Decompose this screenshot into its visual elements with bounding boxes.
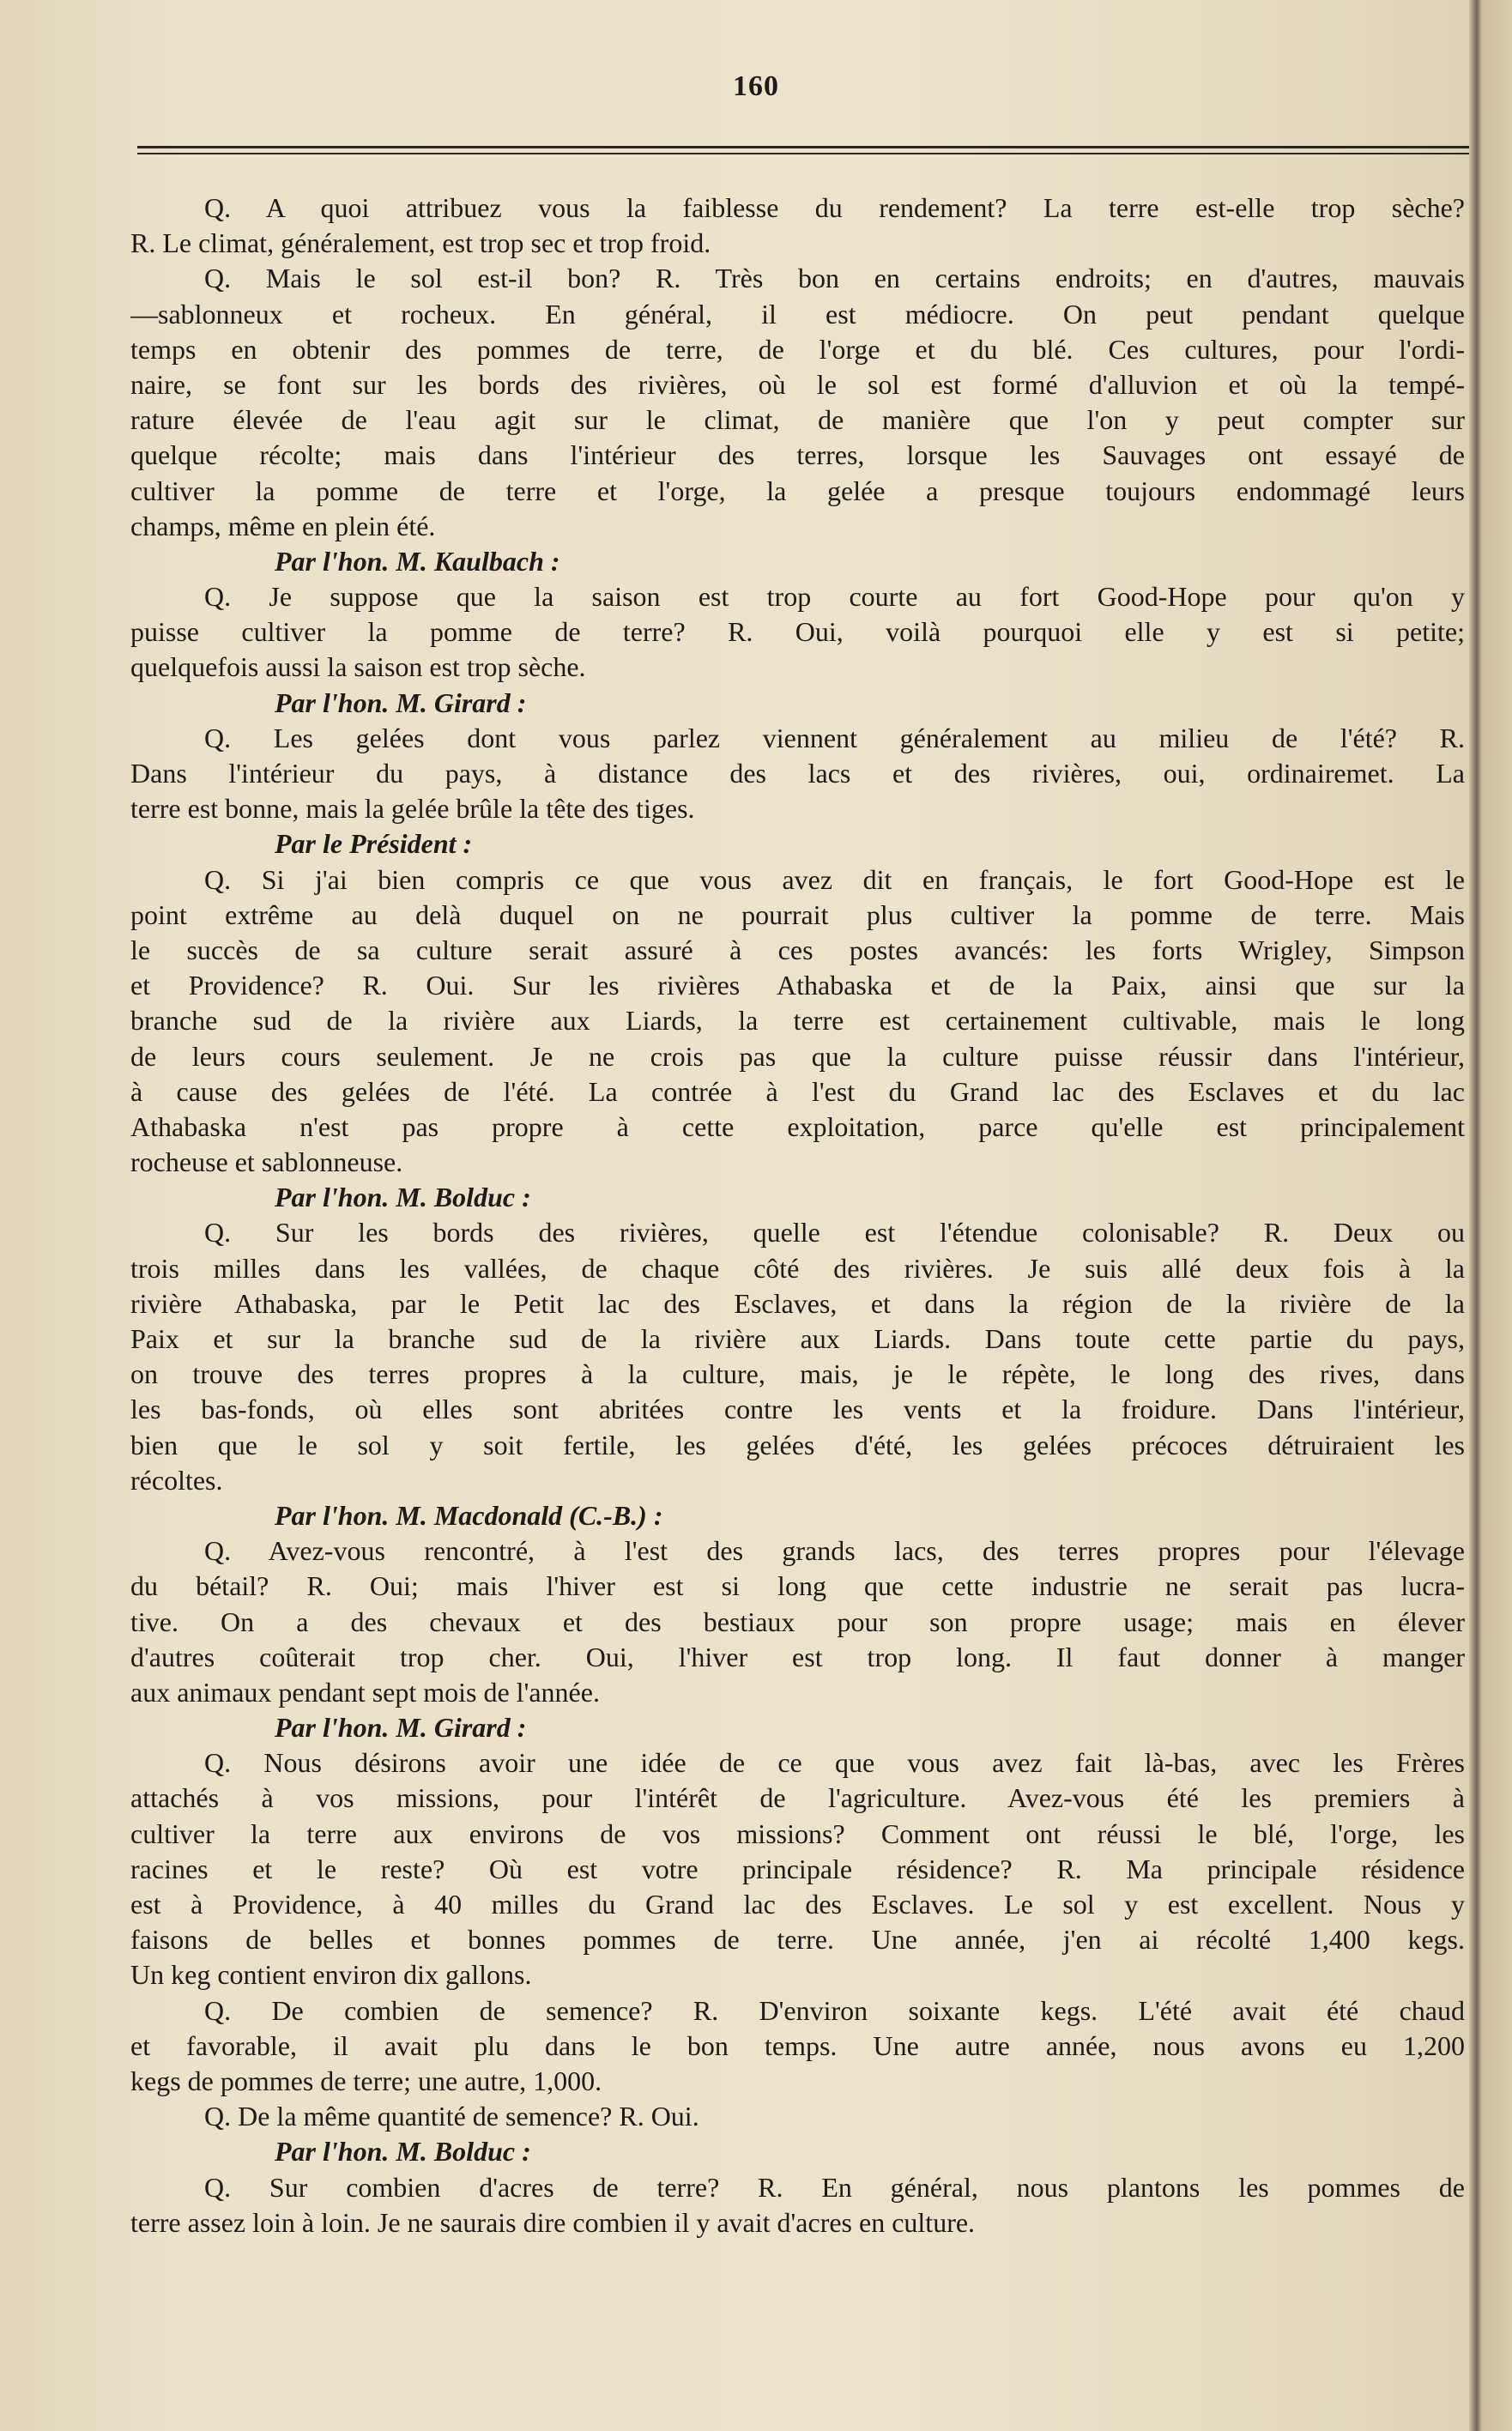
text-line: Paix et sur la branche sud de la rivière aux Liards. Dans toute cette partie du pays,: [130, 1323, 1465, 1354]
text-line: aux animaux pendant sept mois de l'année.: [130, 1676, 600, 1708]
speaker-heading: Par l'hon. M. Girard :: [275, 686, 527, 718]
text-line: d'autres coûterait trop cher. Oui, l'hiver est trop long. Il faut donner à manger: [130, 1641, 1465, 1672]
header-rule-bottom: [137, 153, 1469, 154]
speaker-heading: Par l'hon. M. Bolduc :: [275, 1182, 531, 1213]
text-line: Q. Les gelées dont vous parlez viennent généralement au milieu de l'été? R.: [204, 722, 1465, 753]
text-line: terre assez loin à loin. Je ne saurais dire combien il y avait d'acres en culture.: [130, 2206, 976, 2238]
text-line: et Providence? R. Oui. Sur les rivières Athabaska et de la Paix, ainsi que sur la: [130, 970, 1465, 1001]
text-line: quelque récolte; mais dans l'intérieur des terres, lorsque les Sauvages ont essayé de: [130, 439, 1465, 471]
text-line: récoltes.: [130, 1464, 223, 1496]
text-line: rature élevée de l'eau agit sur le climat, de manière que l'on y peut compter sur: [130, 404, 1465, 436]
text-line: Athabaska n'est pas propre à cette exploitation, parce qu'elle est principalement: [130, 1110, 1465, 1142]
text-line: rivière Athabaska, par le Petit lac des Esclaves, et dans la région de la rivière de la: [130, 1287, 1465, 1319]
text-line: Dans l'intérieur du pays, à distance des lacs et des rivières, oui, ordinairemet. La: [130, 758, 1465, 789]
text-line: à cause des gelées de l'été. La contrée à l'est du Grand lac des Esclaves et du lac: [130, 1075, 1465, 1107]
text-line: naire, se font sur les bords des rivières, où le sol est formé d'alluvion et où la tempé-: [130, 368, 1465, 400]
speaker-heading: Par l'hon. M. Bolduc :: [275, 2136, 531, 2168]
text-line: Q. Sur les bords des rivières, quelle est l'étendue colonisable? R. Deux ou: [204, 1217, 1465, 1249]
text-line: faisons de belles et bonnes pommes de terre. Une année, j'en ai récolté 1,400 kegs.: [130, 1924, 1465, 1956]
text-line: attachés à vos missions, pour l'intérêt de l'agriculture. Avez-vous été les premiers à: [130, 1782, 1465, 1814]
text-line: point extrême au delà duquel on ne pourrait plus cultiver la pomme de terre. Mais: [130, 898, 1465, 930]
text-line: temps en obtenir des pommes de terre, de l'orge et du blé. Ces cultures, pour l'ordi-: [130, 333, 1465, 365]
text-line: et favorable, il avait plu dans le bon temps. Une autre année, nous avons eu 1,200: [130, 2029, 1465, 2061]
speaker-heading: Par l'hon. M. Kaulbach :: [275, 545, 560, 577]
speaker-heading: Par l'hon. M. Girard :: [275, 1712, 527, 1744]
text-line: est à Providence, à 40 milles du Grand lac des Esclaves. Le sol y est excellent. Nous y: [130, 1889, 1465, 1920]
text-line: Q. De combien de semence? R. D'environ soixante kegs. L'été avait été chaud: [204, 1994, 1465, 2026]
text-line: R. Le climat, généralement, est trop sec et trop froid.: [130, 227, 711, 259]
text-line: Un keg contient environ dix gallons.: [130, 1959, 532, 1991]
text-line: cultiver la pomme de terre et l'orge, la gelée a presque toujours endommagé leurs: [130, 475, 1465, 506]
page-number: 160: [733, 70, 779, 102]
text-line: Q. De la même quantité de semence? R. Oui.: [204, 2101, 699, 2132]
text-line: le succès de sa culture serait assuré à ces postes avancés: les forts Wrigley, Simpson: [130, 934, 1465, 965]
text-line: cultiver la terre aux environs de vos missions? Comment ont réussi le blé, l'orge, les: [130, 1817, 1465, 1849]
speaker-heading: Par l'hon. M. Macdonald (C.-B.) :: [275, 1499, 663, 1531]
text-line: rocheuse et sablonneuse.: [130, 1146, 403, 1178]
text-line: du bétail? R. Oui; mais l'hiver est si long que cette industrie ne serait pas lucra-: [130, 1570, 1465, 1602]
text-line: tive. On a des chevaux et des bestiaux pour son propre usage; mais en élever: [130, 1606, 1465, 1637]
text-line: Q. Nous désirons avoir une idée de ce que vous avez fait là-bas, avec les Frères: [204, 1747, 1465, 1779]
text-line: trois milles dans les vallées, de chaque côté des rivières. Je suis allé deux fois à la: [130, 1252, 1465, 1284]
text-line: puisse cultiver la pomme de terre? R. Oui, voilà pourquoi elle y est si petite;: [130, 616, 1465, 648]
text-line: —sablonneux et rocheux. En général, il est médiocre. On peut pendant quelque: [130, 298, 1465, 330]
text-line: les bas-fonds, où elles sont abritées contre les vents et la froidure. Dans l'intérieur,: [130, 1394, 1465, 1425]
binding-edge: [1469, 0, 1512, 2431]
text-line: branche sud de la rivière aux Liards, la terre est certainement cultivable, mais le long: [130, 1005, 1465, 1037]
text-line: Q. Avez-vous rencontré, à l'est des grands lacs, des terres propres pour l'élevage: [204, 1535, 1465, 1567]
speaker-heading: Par le Président :: [275, 828, 473, 860]
text-line: kegs de pommes de terre; une autre, 1,000.: [130, 2065, 602, 2096]
text-line: racines et le reste? Où est votre principale résidence? R. Ma principale résidence: [130, 1853, 1465, 1884]
text-line: Q. Si j'ai bien compris ce que vous avez dit en français, le fort Good-Hope est le: [204, 863, 1465, 895]
text-line: champs, même en plein été.: [130, 510, 436, 541]
text-line: Q. A quoi attribuez vous la faiblesse du rendement? La terre est-elle trop sèche?: [204, 192, 1465, 223]
header-rule-top: [137, 146, 1469, 148]
text-line: Q. Mais le sol est-il bon? R. Très bon en certains endroits; en d'autres, mauvais: [204, 263, 1465, 294]
text-line: on trouve des terres propres à la culture, mais, je le répète, le long des rives, dans: [130, 1358, 1465, 1390]
text-line: Q. Sur combien d'acres de terre? R. En général, nous plantons les pommes de: [204, 2171, 1465, 2203]
text-line: Q. Je suppose que la saison est trop courte au fort Good-Hope pour qu'on y: [204, 581, 1465, 613]
text-line: terre est bonne, mais la gelée brûle la tête des tiges.: [130, 793, 695, 825]
text-line: quelquefois aussi la saison est trop sèche.: [130, 651, 586, 683]
text-line: de leurs cours seulement. Je ne crois pas que la culture puisse réussir dans l'intérieur,: [130, 1040, 1465, 1072]
text-line: bien que le sol y soit fertile, les gelées d'été, les gelées précoces détruiraient les: [130, 1429, 1465, 1460]
page-body-text: [130, 190, 1465, 2241]
